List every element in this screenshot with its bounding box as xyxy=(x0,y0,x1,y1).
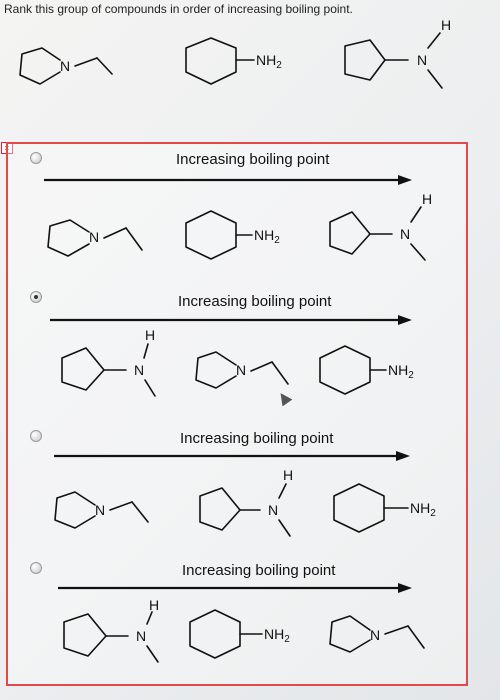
nitrogen-atom: N xyxy=(134,362,145,378)
nitrogen-atom: N xyxy=(370,627,381,643)
amine-label: $NH_2$ xyxy=(256,52,282,71)
hydrogen-atom: H xyxy=(441,17,452,33)
question-text: Rank this group of compounds in order of increasing boiling point. xyxy=(4,2,353,16)
option-2-compound-3-cyclohexylamine xyxy=(320,346,414,394)
hydrogen-atom: H xyxy=(149,597,160,613)
amine-label: $NH_2$ xyxy=(410,500,436,519)
option-1-compound-3-n-methylcyclopentylamine xyxy=(330,191,432,260)
nitrogen-atom: N xyxy=(136,628,147,644)
option-3-compound-3-cyclohexylamine xyxy=(334,484,436,532)
hydrogen-atom: H xyxy=(145,327,156,343)
option-4-compound-3-n-ethylpyrrolidine xyxy=(330,616,424,652)
option-1-compound-2-cyclohexylamine xyxy=(186,211,280,259)
nitrogen-atom: N xyxy=(60,58,71,74)
option-4-compound-2-cyclohexylamine xyxy=(190,610,290,658)
option-4-arrow-label: Increasing boiling point xyxy=(182,562,336,579)
incorrect-x-icon: × xyxy=(1,142,13,154)
nitrogen-atom: N xyxy=(400,226,411,242)
nitrogen-atom: N xyxy=(95,502,106,518)
nitrogen-atom: N xyxy=(417,52,428,68)
hydrogen-atom: H xyxy=(422,191,433,207)
option-2-arrow-label: Increasing boiling point xyxy=(178,293,332,310)
option-3-compound-1-n-ethylpyrrolidine xyxy=(55,492,148,528)
nitrogen-atom: N xyxy=(236,362,247,378)
nitrogen-atom: N xyxy=(268,502,279,518)
option-1-arrow-label: Increasing boiling point xyxy=(176,151,330,168)
option-2-arrow xyxy=(50,315,412,325)
amine-label: $NH_2$ xyxy=(264,626,290,645)
option-3-arrow xyxy=(54,451,410,461)
option-2-compound-2-n-ethylpyrrolidine xyxy=(196,352,288,388)
amine-label: $NH_2$ xyxy=(254,227,280,246)
option-3-arrow-label: Increasing boiling point xyxy=(180,430,334,447)
amine-label: $NH_2$ xyxy=(388,362,414,381)
option-4-compound-1-n-methylcyclopentylamine xyxy=(64,597,159,662)
option-1-compound-1-n-ethylpyrrolidine xyxy=(48,220,142,256)
option-3-compound-2-n-methylcyclopentylamine xyxy=(200,467,293,536)
option-4-arrow xyxy=(58,583,412,593)
hydrogen-atom: H xyxy=(283,467,294,483)
option-2-compound-1-n-methylcyclopentylamine xyxy=(62,327,155,396)
nitrogen-atom: N xyxy=(89,229,100,245)
option-1-arrow xyxy=(44,175,412,185)
